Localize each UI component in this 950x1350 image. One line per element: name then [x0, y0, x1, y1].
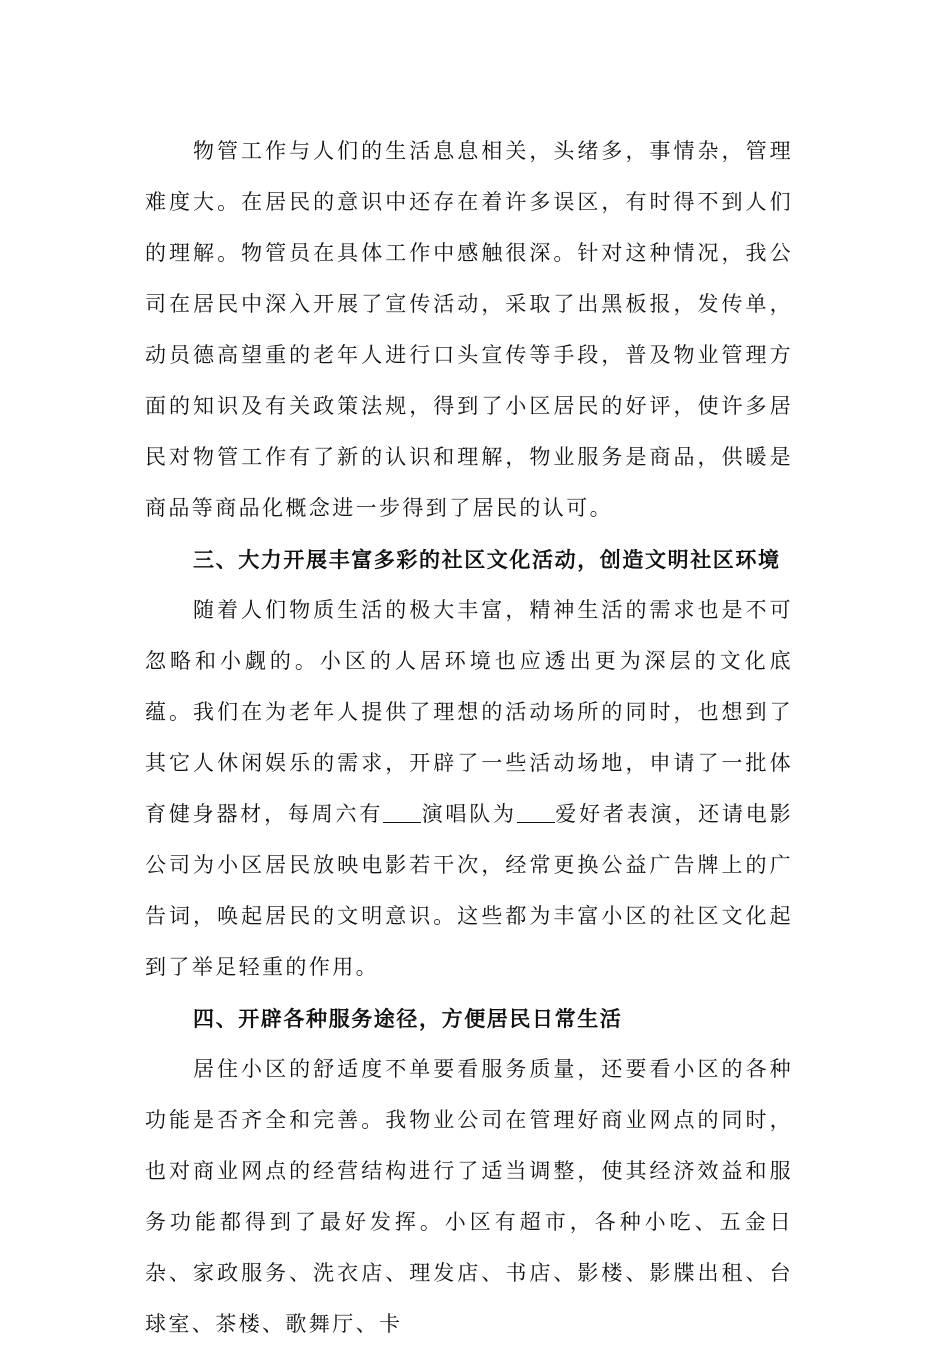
document-page — [145, 126, 793, 1350]
paragraph-publicity: 物管工作与人们的生活息息相关，头绪多，事情杂，管理难度大。在居民的意识中还存在着许多误区，有时得不到人们的理解。物管员在具体工作中感触很深。针对这种情况，我公司在居民中深入开展了宣传活动，采取了出黑板报，发传单，动员德高望重的老年人进行口头宣传等手段，普及物业管理方面的知识及有关政策法规，得到了小区居民的好评，使许多居民对物管工作有了新的认识和理解，物业服务是商品，供暖是商品等商品化概念进一步得到了居民的认可。 — [145, 139, 793, 520]
paragraph-culture — [145, 585, 793, 993]
fill-in-blank-1 — [383, 802, 421, 823]
paragraph-culture-part1: 随着人们物质生活的极大丰富，精神生活的需求也是不可忽略和小觑的。小区的人居环境也应透出更为深层的文化底蕴。我们在为老年人提供了理想的活动场所的同时，也想到了其它人休闲娱乐的需求，开辟了一些活动场地，申请了一批体育健身器材，每周六有 — [145, 598, 793, 826]
paragraph-culture-part3: 爱好者表演，还请电影公司为小区居民放映电影若干次，经常更换公益广告牌上的广告词，唤起居民的文明意识。这些都为丰富小区的社区文化起到了举足轻重的作用。 — [145, 802, 793, 979]
fill-in-blank-2 — [517, 802, 555, 823]
section-heading-culture: 三、大力开展丰富多彩的社区文化活动，创造文明社区环境 — [193, 547, 781, 572]
paragraph-culture-part2: 演唱队为 — [421, 802, 517, 826]
section-heading-services: 四、开辟各种服务途径，方便居民日常生活 — [193, 1006, 623, 1031]
paragraph-services: 居住小区的舒适度不单要看服务质量，还要看小区的各种功能是否齐全和完善。我物业公司在管理好商业网点的同时，也对商业网点的经营结构进行了适当调整，使其经济效益和服务功能都得到了最好发挥。小区有超市，各种小吃、五金日杂、家政服务、洗衣店、理发店、书店、影楼、影牒出租、台球室、茶楼、歌舞厅、卡 — [145, 1057, 793, 1336]
